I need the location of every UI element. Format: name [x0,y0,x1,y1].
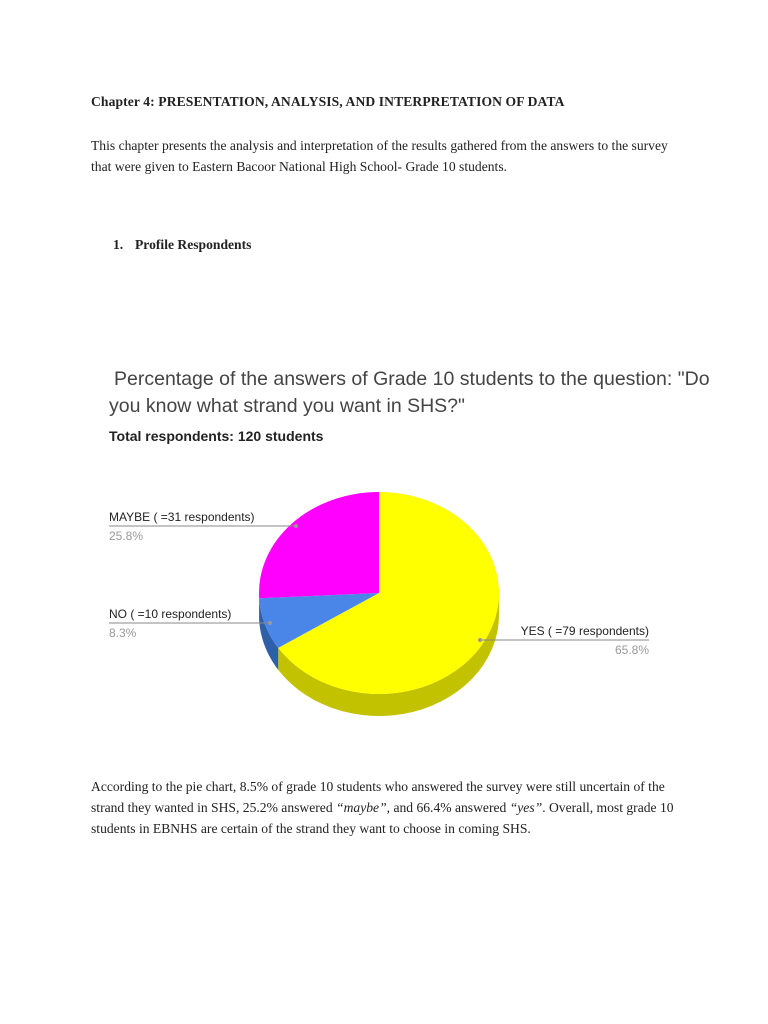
chapter-heading: Chapter 4: PRESENTATION, ANALYSIS, AND INTERPRETATION OF DATA [91,94,565,109]
section-title: Profile Respondents [135,237,252,252]
section-heading [113,237,251,253]
pie-label-1: NO ( =10 respondents) [109,607,232,621]
conclusion-text-3: . Overall, most grade 10 students in EBNHS are certain of the strand they want to choose in coming SHS. [91,800,674,836]
chart-title-line1: Percentage of the answers of Grade 10 students to the question: "Do [114,368,710,390]
pie-leader-dot-0 [478,638,482,642]
intro-paragraph: This chapter presents the analysis and interpretation of the results gathered from the answers to the survey that were given to Eastern Bacoor National High School- Grade 10 students. [91,138,668,174]
pie-leader-dot-2 [294,524,298,528]
conclusion-maybe: “maybe” [336,800,387,815]
pie-percent-2: 25.8% [109,529,144,543]
conclusion-yes: “yes” [509,800,543,815]
conclusion-text-1: According to the pie chart, 8.5% of grade 10 students who answered the survey were still uncertain of the strand they wanted in SHS, 25.2% answered [91,779,665,815]
pie-slices [259,492,499,694]
pie-percent-1: 8.3% [109,626,137,640]
pie-label-0: YES ( =79 respondents) [520,624,649,638]
pie-percent-0: 65.8% [614,643,649,657]
pie-chart [0,340,768,740]
pie-leader-dot-1 [268,621,272,625]
pie-label-2: MAYBE ( =31 respondents) [109,510,255,524]
conclusion-paragraph [91,776,681,839]
pie-slice-2 [259,492,379,598]
conclusion-text-2: , and 66.4% answered [386,800,510,815]
chart-subtitle: Total respondents: 120 students [109,428,324,444]
chart-title-line2: you know what strand you want in SHS?" [109,395,465,417]
section-number: 1. [113,237,124,252]
